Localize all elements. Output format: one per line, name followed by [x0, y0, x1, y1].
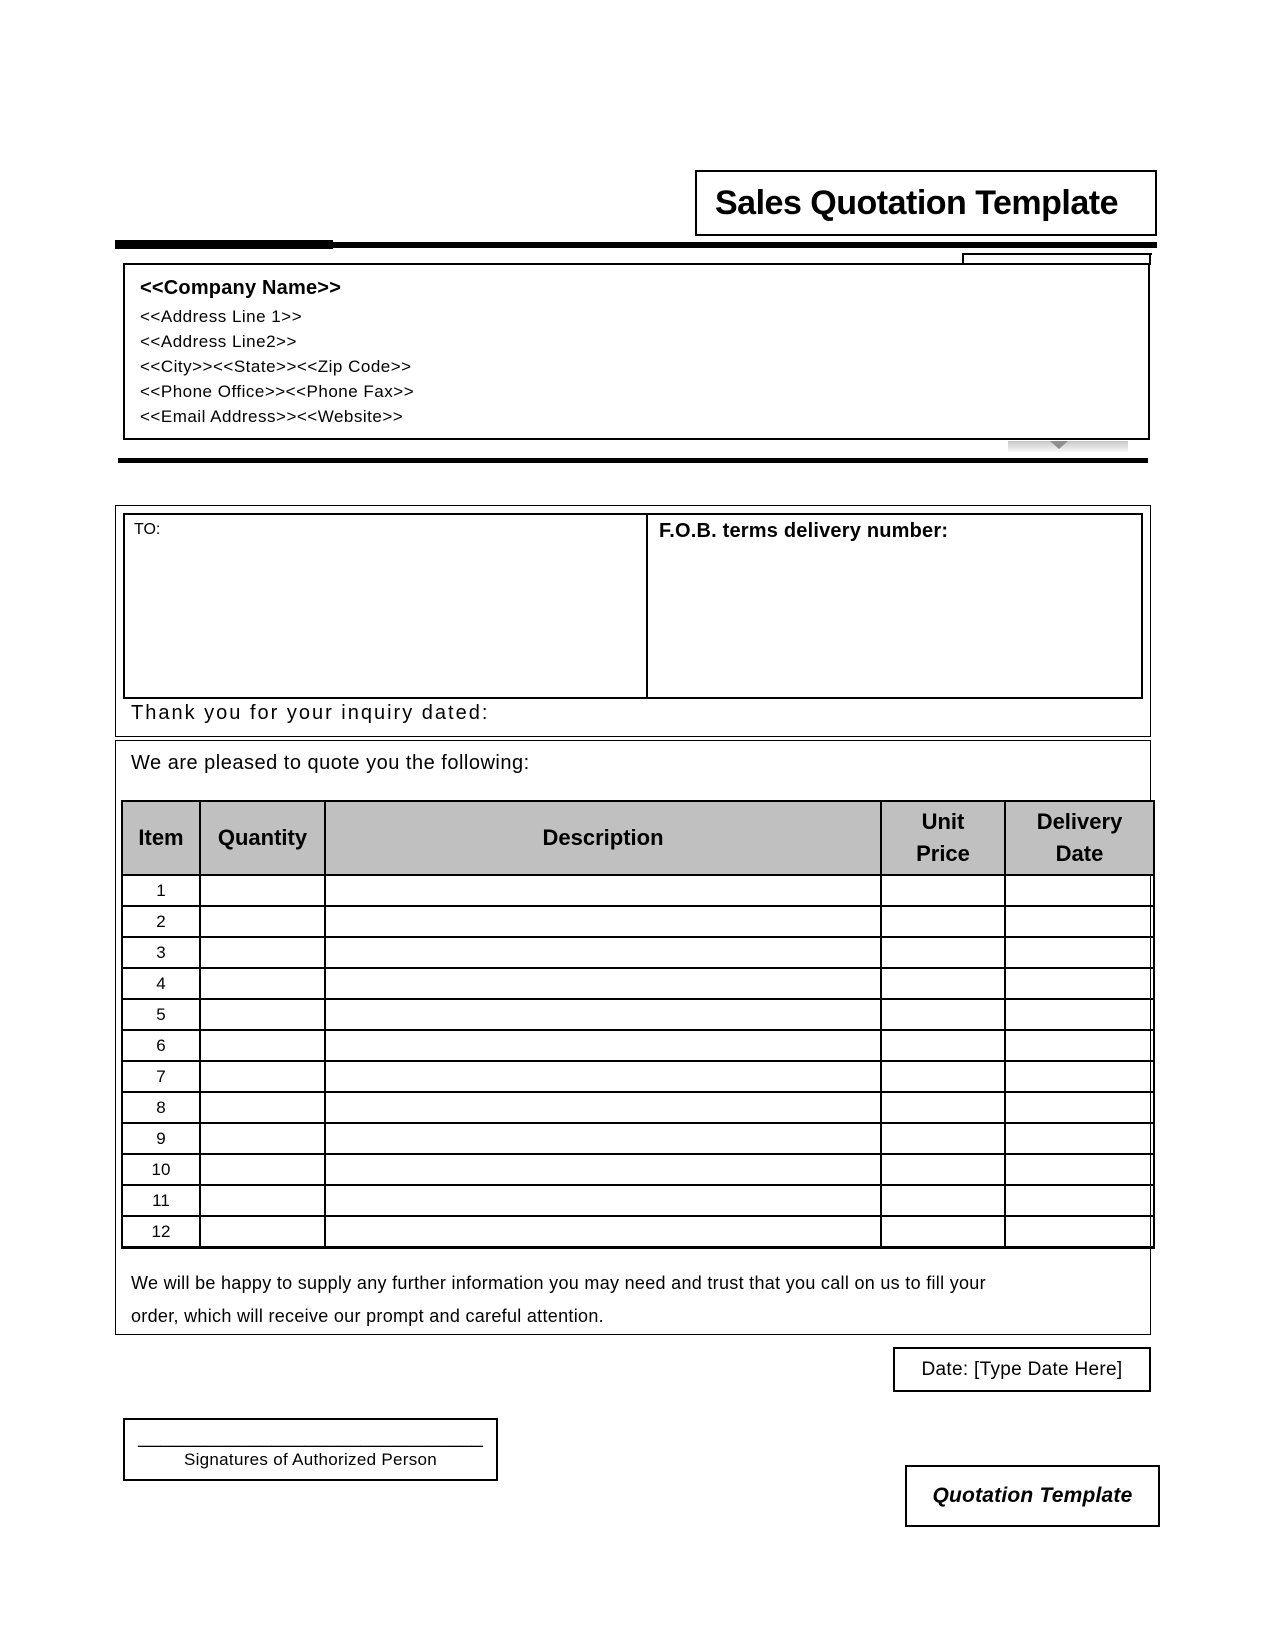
quantity-cell[interactable] [200, 1123, 325, 1154]
description-cell[interactable] [325, 1123, 881, 1154]
quantity-cell[interactable] [200, 937, 325, 968]
item-number-cell: 10 [122, 1154, 200, 1185]
logo-placeholder-right-edge [1149, 253, 1151, 265]
quantity-cell[interactable] [200, 1154, 325, 1185]
delivery-date-cell[interactable] [1005, 1030, 1154, 1061]
divider-rule-top [115, 242, 1157, 248]
company-name-placeholder[interactable]: <<Company Name>> [140, 277, 342, 299]
closing-line1: We will be happy to supply any further information you may need and trust that you call on us to fill your [131, 1273, 986, 1293]
logo-placeholder-left-edge [962, 253, 964, 265]
item-number-cell: 5 [122, 999, 200, 1030]
to-label: TO: [134, 521, 161, 538]
items-table [121, 800, 1155, 1249]
closing-line2: order, which will receive our prompt and careful attention. [131, 1306, 604, 1326]
date-placeholder[interactable]: Date: [Type Date Here] [921, 1358, 1123, 1380]
company-address1-placeholder[interactable]: <<Address Line 1>> [140, 307, 303, 326]
description-cell[interactable] [325, 1216, 881, 1248]
chevron-down-icon [1050, 441, 1068, 449]
description-cell[interactable] [325, 937, 881, 968]
table-row [122, 999, 1154, 1030]
item-number-cell: 3 [122, 937, 200, 968]
delivery-date-cell[interactable] [1005, 1061, 1154, 1092]
closing-paragraph [131, 1267, 986, 1333]
item-number-cell: 12 [122, 1216, 200, 1248]
quantity-cell[interactable] [200, 875, 325, 906]
company-info-box [123, 263, 1150, 440]
description-cell[interactable] [325, 1030, 881, 1061]
table-row [122, 1092, 1154, 1123]
unit-price-cell[interactable] [881, 906, 1005, 937]
table-row [122, 906, 1154, 937]
col-header-item: Item [122, 801, 200, 875]
divider-rule-mid [118, 458, 1148, 463]
table-row [122, 937, 1154, 968]
fob-field[interactable] [648, 513, 1143, 699]
company-city-state-zip-placeholder[interactable]: <<City>><<State>><<Zip Code>> [140, 357, 412, 376]
table-row [122, 1061, 1154, 1092]
description-cell[interactable] [325, 1185, 881, 1216]
description-cell[interactable] [325, 1061, 881, 1092]
delivery-date-line2: Date [1055, 841, 1104, 866]
delivery-date-cell[interactable] [1005, 1185, 1154, 1216]
page-title: Sales Quotation Template [715, 183, 1119, 222]
description-cell[interactable] [325, 1154, 881, 1185]
unit-price-cell[interactable] [881, 1123, 1005, 1154]
table-row [122, 1185, 1154, 1216]
col-header-quantity: Quantity [200, 801, 325, 875]
item-number-cell: 11 [122, 1185, 200, 1216]
description-cell[interactable] [325, 906, 881, 937]
quote-section [115, 740, 1151, 1335]
delivery-date-cell[interactable] [1005, 1123, 1154, 1154]
logo-placeholder-box[interactable] [962, 253, 1152, 255]
delivery-date-cell[interactable] [1005, 1092, 1154, 1123]
signature-line[interactable]: _______________________________ [138, 1426, 483, 1448]
footer-template-label: Quotation Template [932, 1484, 1133, 1507]
quantity-cell[interactable] [200, 968, 325, 999]
recipient-row [123, 513, 1143, 699]
unit-price-cell[interactable] [881, 1185, 1005, 1216]
title-box [695, 170, 1157, 236]
col-header-delivery-date [1005, 801, 1154, 875]
delivery-date-line1: Delivery [1036, 809, 1123, 835]
signature-box [123, 1418, 498, 1481]
item-number-cell: 8 [122, 1092, 200, 1123]
unit-price-cell[interactable] [881, 1092, 1005, 1123]
item-number-cell: 7 [122, 1061, 200, 1092]
footer-template-box [905, 1465, 1160, 1527]
quantity-cell[interactable] [200, 906, 325, 937]
delivery-date-cell[interactable] [1005, 999, 1154, 1030]
date-box[interactable] [893, 1347, 1151, 1392]
unit-price-cell[interactable] [881, 875, 1005, 906]
recipient-section [115, 505, 1151, 737]
delivery-date-cell[interactable] [1005, 906, 1154, 937]
unit-price-cell[interactable] [881, 1154, 1005, 1185]
item-number-cell: 1 [122, 875, 200, 906]
col-header-description: Description [325, 801, 881, 875]
item-number-cell: 4 [122, 968, 200, 999]
unit-price-cell[interactable] [881, 937, 1005, 968]
unit-price-cell[interactable] [881, 999, 1005, 1030]
col-header-unit-price [881, 801, 1005, 875]
description-cell[interactable] [325, 875, 881, 906]
company-phone-placeholder[interactable]: <<Phone Office>><<Phone Fax>> [140, 382, 415, 401]
company-address2-placeholder[interactable]: <<Address Line2>> [140, 332, 297, 351]
quantity-cell[interactable] [200, 1185, 325, 1216]
delivery-date-cell[interactable] [1005, 1216, 1154, 1248]
intro-line: We are pleased to quote you the following: [131, 752, 530, 774]
quantity-cell[interactable] [200, 1092, 325, 1123]
delivery-date-cell[interactable] [1005, 937, 1154, 968]
unit-price-line2: Price [916, 841, 970, 866]
inquiry-line: Thank you for your inquiry dated: [131, 702, 490, 724]
table-row [122, 1123, 1154, 1154]
table-row [122, 1030, 1154, 1061]
item-number-cell: 2 [122, 906, 200, 937]
description-cell[interactable] [325, 1092, 881, 1123]
item-number-cell: 6 [122, 1030, 200, 1061]
company-email-web-placeholder[interactable]: <<Email Address>><<Website>> [140, 407, 404, 426]
table-row [122, 1216, 1154, 1248]
signature-label: Signatures of Authorized Person [183, 1450, 438, 1469]
item-number-cell: 9 [122, 1123, 200, 1154]
delivery-date-cell[interactable] [1005, 875, 1154, 906]
table-row [122, 1154, 1154, 1185]
quantity-cell[interactable] [200, 999, 325, 1030]
table-row [122, 875, 1154, 906]
quantity-cell[interactable] [200, 1030, 325, 1061]
unit-price-line1: Unit [921, 809, 965, 835]
description-cell[interactable] [325, 999, 881, 1030]
to-field[interactable] [123, 513, 648, 699]
quantity-cell[interactable] [200, 1216, 325, 1248]
table-row [122, 968, 1154, 999]
unit-price-cell[interactable] [881, 1030, 1005, 1061]
unit-price-cell[interactable] [881, 1061, 1005, 1092]
unit-price-cell[interactable] [881, 1216, 1005, 1248]
header-row [122, 801, 1154, 875]
fob-label: F.O.B. terms delivery number: [659, 520, 949, 542]
placeholder-shadow [1008, 441, 1128, 452]
delivery-date-cell[interactable] [1005, 968, 1154, 999]
unit-price-cell[interactable] [881, 968, 1005, 999]
quantity-cell[interactable] [200, 1061, 325, 1092]
delivery-date-cell[interactable] [1005, 1154, 1154, 1185]
description-cell[interactable] [325, 968, 881, 999]
